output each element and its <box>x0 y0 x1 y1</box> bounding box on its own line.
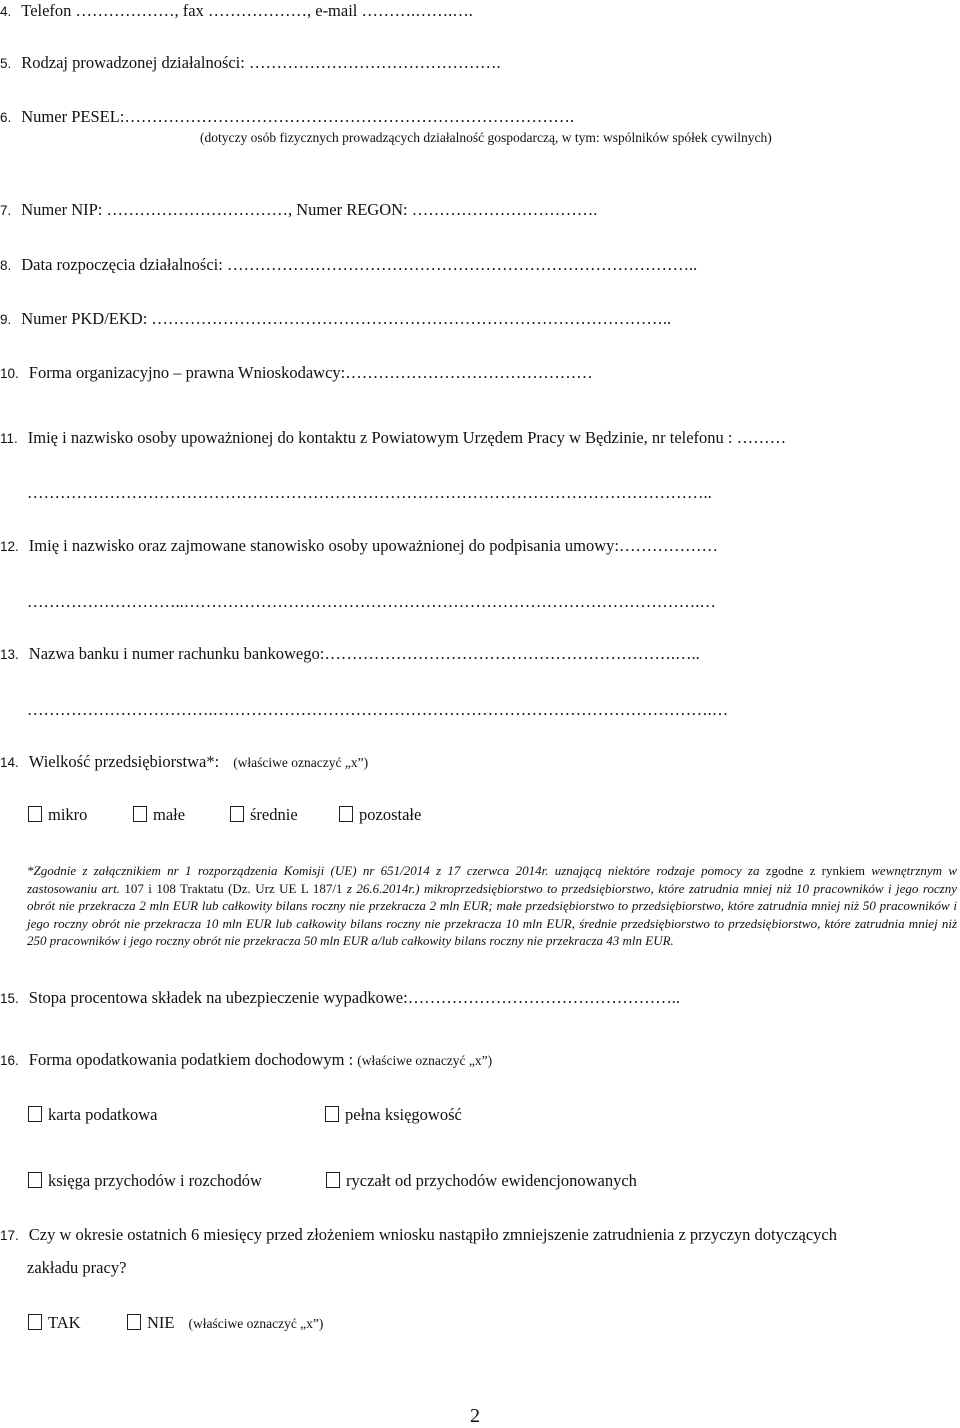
item-number: 4. <box>0 4 12 19</box>
page-number: 2 <box>470 1405 480 1427</box>
option-tak[interactable]: TAK <box>28 1313 81 1333</box>
field-label: Nazwa banku i numer rachunku bankowego: <box>28 644 325 663</box>
pesel-note: (dotyczy osób fizycznych prowadzących działalność gospodarczą, w tym: wspólników spółek cywilnych) <box>200 130 772 145</box>
option-pozostale[interactable]: pozostałe <box>339 805 421 825</box>
checkbox-icon[interactable] <box>325 1106 339 1122</box>
checkbox-icon[interactable] <box>28 806 42 822</box>
option-srednie[interactable]: średnie <box>230 805 298 825</box>
hint-text: (właściwe oznaczyć „x”) <box>233 755 369 770</box>
item-number: 11. <box>0 431 18 446</box>
item-number: 16. <box>0 1053 19 1068</box>
field-fill[interactable]: ………………………………………………………………………. <box>124 107 575 126</box>
item-number: 8. <box>0 258 12 273</box>
item-8 <box>0 255 697 276</box>
item-16 <box>0 1050 492 1071</box>
checkbox-icon[interactable] <box>326 1172 340 1188</box>
option-mikro[interactable]: mikro <box>28 805 87 825</box>
field-fill[interactable]: ……………………………………………………….….. <box>324 644 700 663</box>
hint-text: (właściwe oznaczyć „x”) <box>357 1053 493 1068</box>
field-fill[interactable]: ……………………………, Numer REGON: ……………………………. <box>102 200 598 219</box>
item-14 <box>0 752 368 773</box>
item-number: 12. <box>0 539 19 554</box>
field-fill[interactable]: ………………………………………………………………………….. <box>222 255 698 274</box>
item-number: 13. <box>0 647 19 662</box>
field-fill[interactable]: ………………, fax ………………, e-mail ……….…….…. <box>71 1 473 20</box>
option-nie[interactable]: NIE (właściwe oznaczyć „x”) <box>127 1313 323 1333</box>
checkbox-icon[interactable] <box>127 1314 141 1330</box>
checkbox-icon[interactable] <box>28 1314 42 1330</box>
field-label: Forma opodatkowania podatkiem dochodowym : <box>28 1050 354 1069</box>
footnote: *Zgodnie z załącznikiem nr 1 rozporządzenia Komisji (UE) nr 651/2014 z 17 czerwca 2014r. uznającą niektóre rodzaje pomocy za zgodne z rynkiem wewnętrznym w zastosowaniu art. 107 i 108 Traktatu (Dz. Urz UE L 187/1 z 26.6.2014r.) mikroprzedsiębiorstwo to przedsiębiorstwo, które zatrudnia mniej niż 10 pracowników i jego roczny obrót nie przekracza 2 mln EUR lub całkowity bilans roczny nie przekracza 2 mln EUR; małe przedsiębiorstwo to przedsiębiorstwo, które zatrudnia mniej niż 50 pracowników i jego roczny obrót nie przekracza 10 mln EUR lub całkowity bilans roczny nie przekracza 10 mln EUR, średnie przedsiębiorstwo to przedsiębiorstwo, które zatrudnia mniej niż 250 pracowników i jego roczny obrót nie przekracza 50 mln EUR a/lub całkowity bilans roczny nie przekracza 43 mln EUR. <box>27 863 958 948</box>
item-number: 15. <box>0 991 19 1006</box>
field-fill-continuation[interactable]: ………………………..………………………………………………………………………………….… <box>27 592 716 611</box>
item-number: 9. <box>0 312 12 327</box>
item-6 <box>0 107 574 128</box>
item-10 <box>0 363 593 384</box>
option-ryczalt[interactable]: ryczałt od przychodów ewidencjonowanych <box>326 1171 637 1191</box>
item-number: 5. <box>0 56 12 71</box>
field-label: Telefon <box>21 1 72 20</box>
item-number: 14. <box>0 755 19 770</box>
item-12 <box>0 536 718 557</box>
field-fill[interactable]: ……… <box>732 428 787 447</box>
item-number: 17. <box>0 1228 19 1243</box>
item-number: 7. <box>0 203 12 218</box>
field-label: Forma organizacyjno – prawna Wnioskodawcy: <box>28 363 346 382</box>
checkbox-icon[interactable] <box>133 806 147 822</box>
item-17-continuation: zakładu pracy? <box>27 1258 127 1277</box>
field-label: Rodzaj prowadzonej działalności: <box>21 53 245 72</box>
item-number: 6. <box>0 110 12 125</box>
option-ksiega-przychodow[interactable]: księga przychodów i rozchodów <box>28 1171 262 1191</box>
option-karta-podatkowa[interactable]: karta podatkowa <box>28 1105 158 1125</box>
field-fill[interactable]: ………………………………………….. <box>407 988 680 1007</box>
item-4 <box>0 1 473 22</box>
option-pelna-ksiegowosc[interactable]: pełna księgowość <box>325 1105 462 1125</box>
field-label: Numer NIP: <box>21 200 103 219</box>
item-11 <box>0 428 786 449</box>
field-fill[interactable]: ………………………………………………………………………………….. <box>147 309 672 328</box>
item-17 <box>0 1225 837 1246</box>
field-fill-continuation[interactable]: …………………………….……………………………………………………………………………….… <box>27 700 729 719</box>
field-label: Wielkość przedsiębiorstwa*: <box>28 752 220 771</box>
field-label: Data rozpoczęcia działalności: <box>21 255 223 274</box>
item-5 <box>0 53 501 74</box>
field-label: Imię i nazwisko osoby upoważnionej do kontaktu z Powiatowym Urzędem Pracy w Będzinie, nr telefonu : <box>27 428 733 447</box>
checkbox-icon[interactable] <box>28 1106 42 1122</box>
field-label: Numer PKD/EKD: <box>21 309 148 328</box>
field-fill-continuation[interactable]: …………………………………………………………………………………………………………….. <box>27 483 712 502</box>
item-13 <box>0 644 700 665</box>
checkbox-icon[interactable] <box>230 806 244 822</box>
field-label: Stopa procentowa składek na ubezpieczenie wypadkowe: <box>28 988 408 1007</box>
item-9 <box>0 309 671 330</box>
checkbox-icon[interactable] <box>28 1172 42 1188</box>
item-7 <box>0 200 597 221</box>
field-fill[interactable]: ……………… <box>619 536 718 555</box>
field-fill[interactable]: ……………………………………… <box>345 363 593 382</box>
field-label: Czy w okresie ostatnich 6 miesięcy przed złożeniem wniosku nastąpiło zmniejszenie zatrudnienia z przyczyn dotyczących <box>28 1225 837 1244</box>
checkbox-icon[interactable] <box>339 806 353 822</box>
item-15 <box>0 988 680 1009</box>
item-number: 10. <box>0 366 19 381</box>
option-male[interactable]: małe <box>133 805 185 825</box>
hint-text: (właściwe oznaczyć „x”) <box>188 1316 324 1331</box>
field-fill[interactable]: ………………………………………. <box>244 53 501 72</box>
field-label: Numer PESEL: <box>21 107 125 126</box>
field-label: Imię i nazwisko oraz zajmowane stanowisko osoby upoważnionej do podpisania umowy: <box>28 536 619 555</box>
